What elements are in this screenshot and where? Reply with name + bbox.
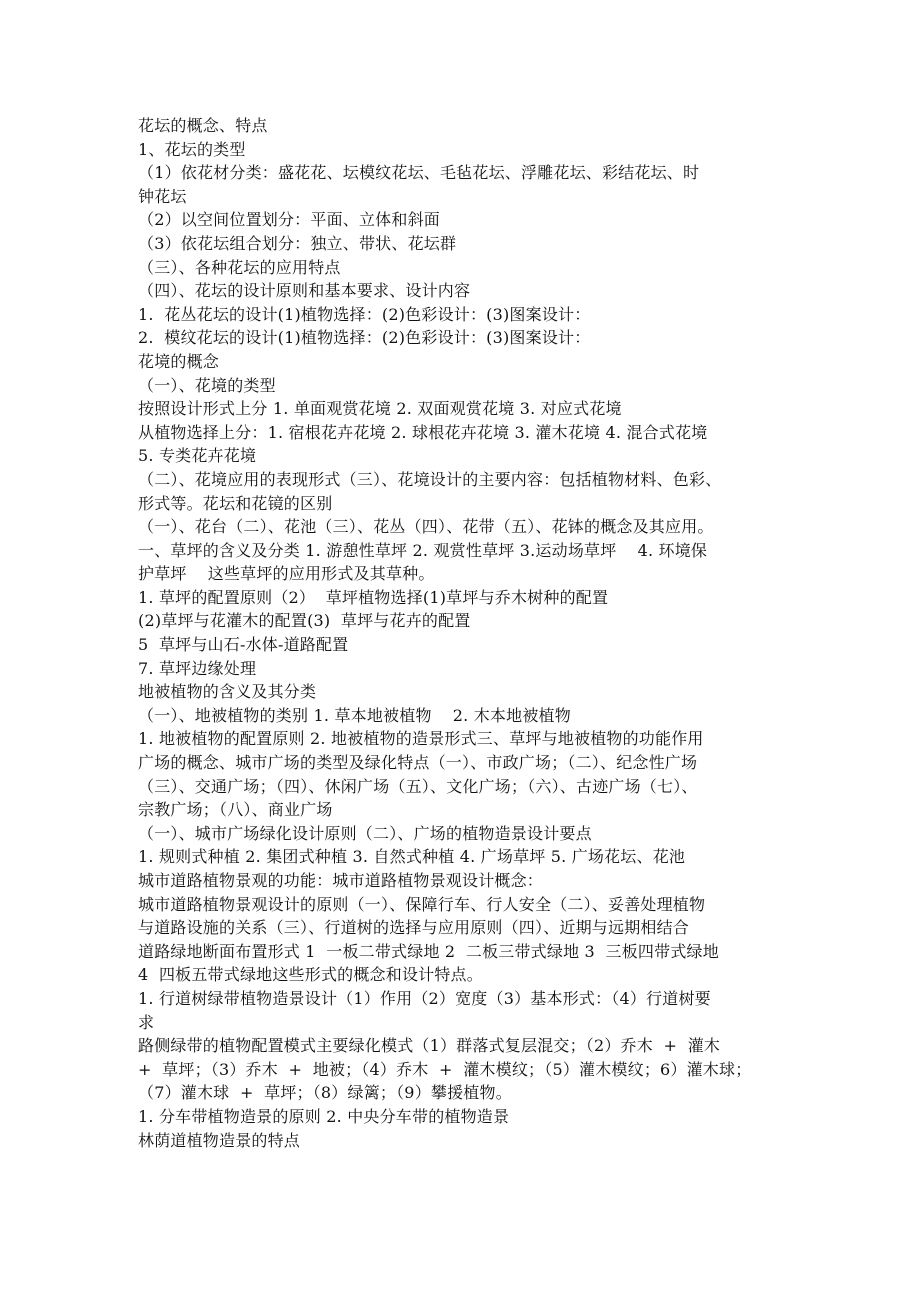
text-line: 与道路设施的关系（三）、行道树的选择与应用原则（四）、近期与远期相结合	[138, 918, 690, 938]
document-body	[138, 114, 786, 1152]
text-line: + 草坪；（3）乔木 + 地被；（4）乔木 + 灌木模纹；（5）灌木模纹；6）灌木球；	[138, 1059, 752, 1079]
text-line: 1. 分车带植物造景的原则 2. 中央分车带的植物造景	[138, 1106, 510, 1126]
text-line: 5. 专类花卉花境	[138, 446, 257, 466]
text-line: 城市道路植物景观的功能：城市道路植物景观设计概念：	[138, 871, 544, 890]
text-line: 求	[138, 1012, 155, 1032]
text-line: 钟花坛	[138, 186, 187, 206]
text-line: 道路绿地断面布置形式 1 一板二带式绿地 2 二板三带式绿地 3 三板四带式绿地	[138, 941, 719, 961]
text-line: 花境的概念	[138, 351, 220, 371]
text-line: 1、花坛的类型	[138, 139, 246, 159]
text-line: 7. 草坪边缘处理	[138, 658, 257, 678]
text-line: 形式等。花坛和花镜的区别	[138, 493, 333, 513]
text-line: 从植物选择上分：1. 宿根花卉花境 2. 球根花卉花境 3. 灌木花境 4. 混合式花境	[138, 422, 708, 442]
text-line: 5 草坪与山石-水体-道路配置	[138, 635, 349, 655]
text-line: （3）依花坛组合划分：独立、带状、花坛群	[138, 233, 457, 253]
text-line: 林荫道植物造景的特点	[138, 1130, 301, 1150]
text-line: (2)草坪与花灌木的配置(3) 草坪与花卉的配置	[138, 611, 471, 631]
text-line: 1. 规则式种植 2. 集团式种植 3. 自然式种植 4. 广场草坪 5. 广场花坛、花池	[138, 847, 686, 867]
text-line: （2）以空间位置划分：平面、立体和斜面	[138, 210, 440, 230]
text-line: （一）、花台（二）、花池（三）、花丛（四）、花带（五）、花钵的概念及其应用。	[138, 517, 714, 537]
text-line: 1. 地被植物的配置原则 2. 地被植物的造景形式三、草坪与地被植物的功能作用	[138, 729, 704, 749]
text-line: （一）、城市广场绿化设计原则（二）、广场的植物造景设计要点	[138, 823, 592, 843]
text-line: （四）、花坛的设计原则和基本要求、设计内容	[138, 281, 471, 301]
text-line: 按照设计形式上分 1. 单面观赏花境 2. 双面观赏花境 3. 对应式花境	[138, 399, 622, 419]
text-line: 广场的概念、城市广场的类型及绿化特点（一）、市政广场；（二）、纪念性广场	[138, 753, 698, 773]
text-line: （三）、各种花坛的应用特点	[138, 257, 341, 277]
text-line: （1）依花材分类：盛花花、坛模纹花坛、毛毡花坛、浮雕花坛、彩结花坛、时	[138, 163, 700, 183]
text-line: （二）、花境应用的表现形式（三）、花境设计的主要内容：包括植物材料、色彩、	[138, 469, 722, 489]
text-line: 1. 花丛花坛的设计(1)植物选择：(2)色彩设计：(3)图案设计：	[138, 304, 591, 324]
text-line: 一、草坪的含义及分类 1. 游憩性草坪 2. 观赏性草坪 3.运动场草坪 4. 环境保	[138, 540, 708, 560]
text-line: 路侧绿带的植物配置模式主要绿化模式（1）群落式复层混交；（2）乔木 + 灌木	[138, 1036, 721, 1056]
text-line: 护草坪 这些草坪的应用形式及其草种。	[138, 564, 435, 584]
text-line: （一）、地被植物的类别 1. 草本地被植物 2. 木本地被植物	[138, 705, 571, 725]
text-line: （一）、花境的类型	[138, 375, 276, 395]
text-line: 4 四板五带式绿地这些形式的概念和设计特点。	[138, 965, 483, 985]
text-line: （三）、交通广场；（四）、休闲广场（五）、文化广场；（六）、古迹广场（七）、	[138, 776, 698, 796]
text-line: 2. 模纹花坛的设计(1)植物选择：(2)色彩设计：(3)图案设计：	[138, 328, 591, 348]
text-line: 1. 行道树绿带植物造景设计（1）作用（2）宽度（3）基本形式：（4）行道树要	[138, 988, 711, 1008]
text-line: 城市道路植物景观设计的原则（一）、保障行车、行人安全（二）、妥善处理植物	[138, 894, 706, 914]
text-line: 地被植物的含义及其分类	[138, 682, 317, 702]
text-line: （7）灌木球 + 草坪；（8）绿篱；（9）攀援植物。	[138, 1083, 512, 1103]
text-line: 花坛的概念、特点	[138, 116, 268, 135]
text-line: 宗教广场；（八）、商业广场	[138, 800, 333, 820]
text-line: 1. 草坪的配置原则（2） 草坪植物选择(1)草坪与乔木树种的配置	[138, 587, 609, 607]
